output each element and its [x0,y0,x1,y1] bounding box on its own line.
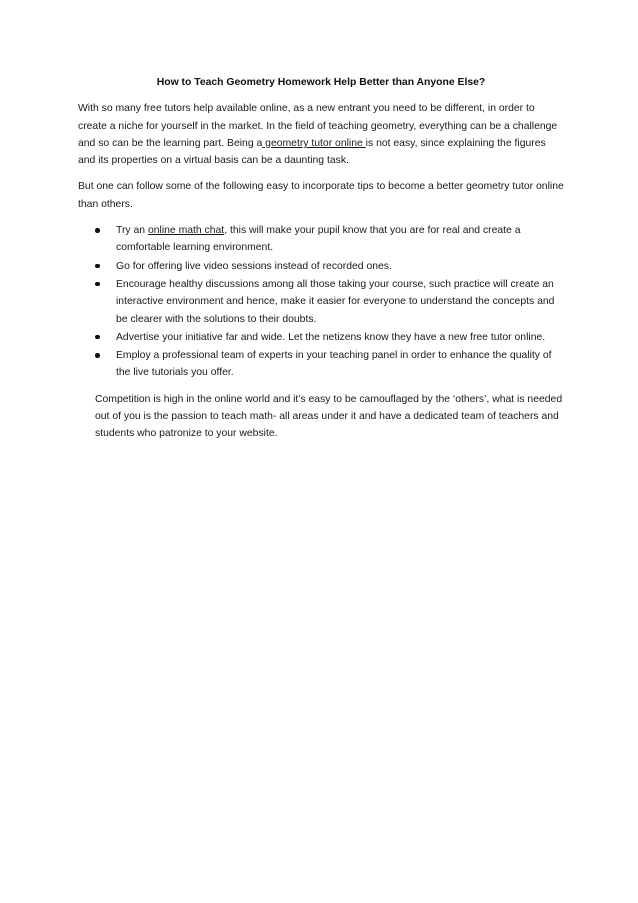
bullet-icon [95,353,100,358]
geometry-tutor-online-link[interactable]: geometry tutor online [262,137,366,149]
document-title: How to Teach Geometry Homework Help Better than Anyone Else? [156,77,486,88]
online-math-chat-link[interactable]: online math chat [147,225,225,237]
tip-item-4 [78,329,564,346]
intro-text-before-link: With so many free tutors help available online, as a new entrant you need to be different, in order to create a niche for yourself in the market. In the field of teaching geometry, everything can be a challenge and so can be the learning part. Being a [78,103,558,149]
lead-in-paragraph: But one can follow some of the following easy to incorporate tips to become a better geometry tutor online than others. [78,181,564,210]
tips-list [78,222,564,382]
tip-text-before-link: Try an [116,225,148,237]
intro-paragraph [78,100,564,169]
tip-text: Go for offering live video sessions instead of recorded ones. [116,260,392,272]
closing-paragraph: Competition is high in the online world and it’s easy to be camouflaged by the ‘others’, what is needed out of you is the passion to teach math- all areas under it and have a dedicated team of teachers and students who patronize to your website. [95,393,563,440]
bullet-icon [95,264,100,269]
tip-text: Advertise your initiative far and wide. Let the netizens know they have a new free tutor online. [116,331,546,343]
tip-item-3 [78,276,564,328]
tip-text [116,225,520,253]
tip-text: Employ a professional team of experts in your teaching panel in order to enhance the quality of the live tutorials you offer. [116,350,552,379]
tip-text-after-link: , this will make your pupil know that you are for real and create a comfortable learning environment. [116,225,521,254]
tip-item-5 [78,347,564,382]
document-body [78,74,564,443]
tip-item-2 [78,258,564,275]
intro-text-after-link: is not easy, since explaining the figures and its properties on a virtual basis can be a daunting task. [78,137,546,167]
tip-item-1 [78,222,564,257]
tip-text: Encourage healthy discussions among all those taking your course, such practice will create an interactive environment and hence, make it easier for everyone to understand the concepts and be clearer with the solutions to their doubts. [116,278,555,325]
bullet-icon [95,335,100,340]
bullet-icon [95,228,100,233]
bullet-icon [95,282,100,287]
